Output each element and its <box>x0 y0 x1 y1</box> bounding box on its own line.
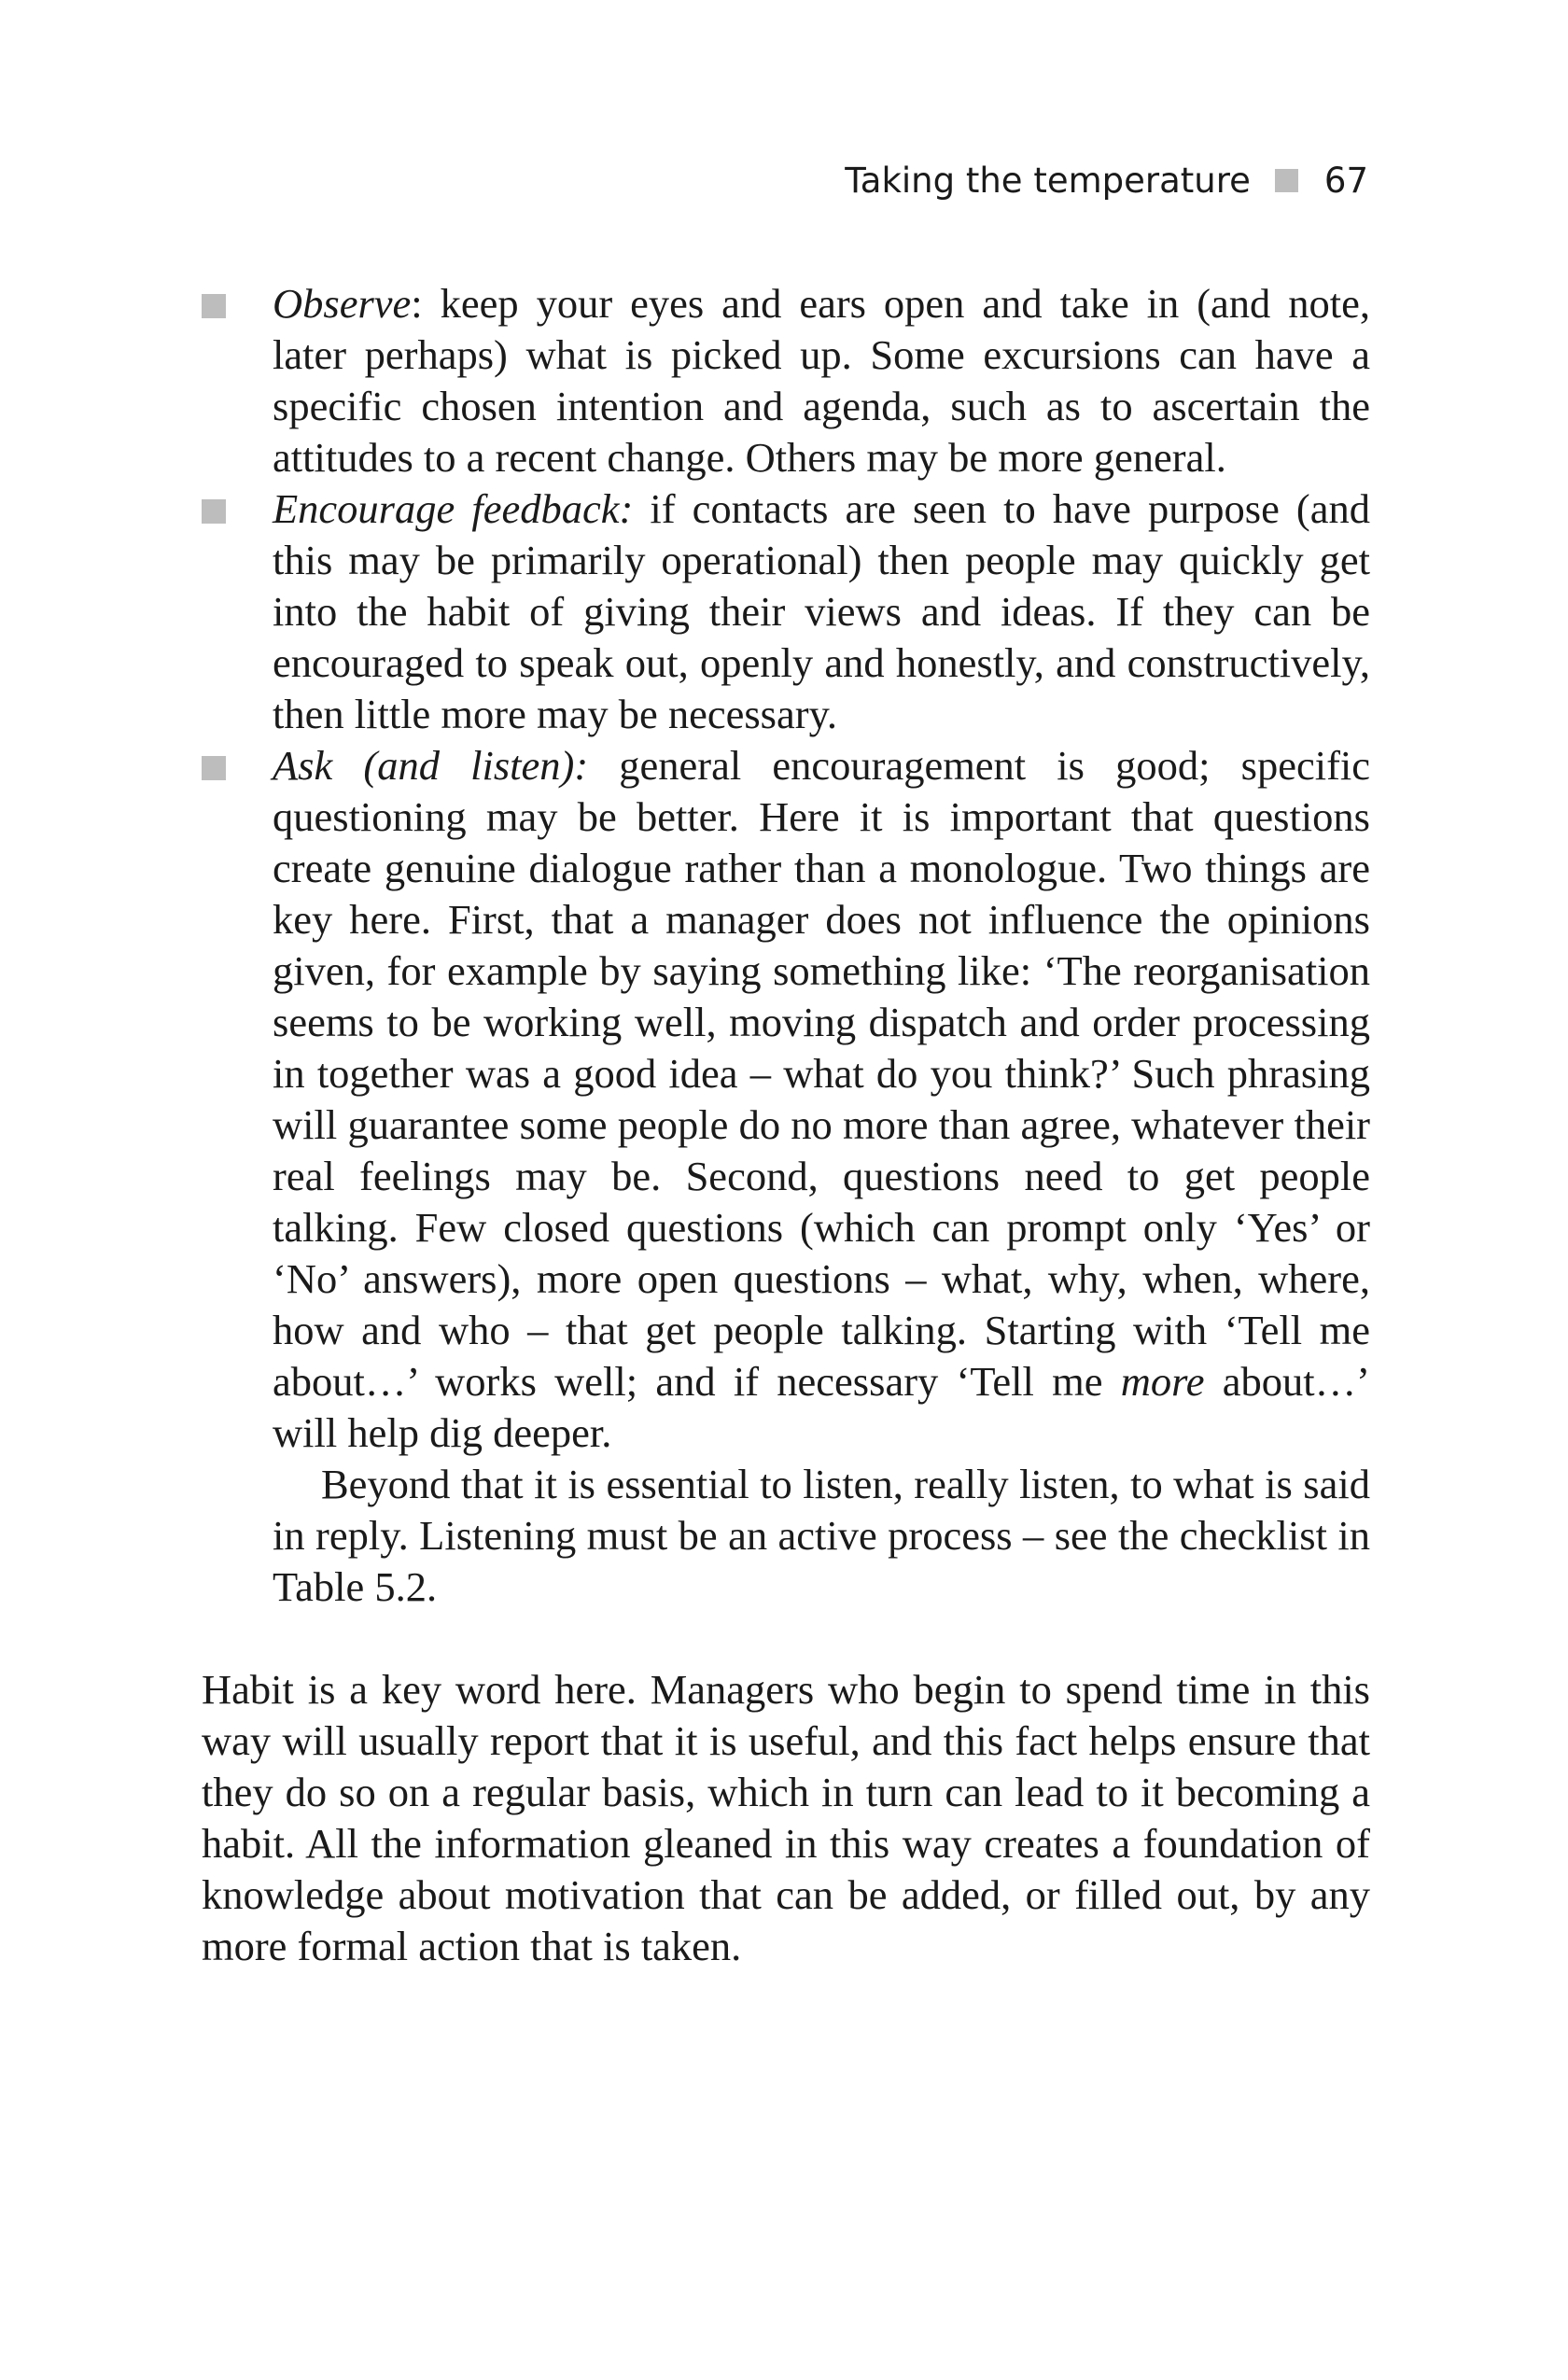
bullet-item-observe <box>202 278 1370 483</box>
bullet-text: keep your eyes and ears open and take in (and note, later perhaps) what is picked up. Some excursions can have a specific chosen intention and agenda, such as to ascertain the attitudes to a recent change. Others may be more general. <box>273 280 1370 481</box>
bullet-lead: Ask (and listen): <box>273 742 589 789</box>
bullet-lead: Encourage feedback: <box>273 485 634 532</box>
square-bullet-icon <box>202 499 226 524</box>
bullet-paragraph <box>273 483 1370 740</box>
bullet-continuation-paragraph: Beyond that it is essential to listen, really listen, to what is said in reply. Listening must be an active process – see the checklist in Table 5.2. <box>273 1461 1370 1610</box>
bullet-item-encourage-feedback <box>202 483 1370 740</box>
bullet-paragraph <box>273 740 1370 1459</box>
bullet-separator: : <box>411 280 423 327</box>
running-header <box>845 161 1368 201</box>
page-body <box>202 278 1370 1972</box>
page-number: 67 <box>1323 161 1368 201</box>
bullet-text: general encouragement is good; specific questioning may be better. Here it is important that questions create genuine dialogue rather than a monologue. Two things are key here. First, that a manager does not influence the opinions given, for example by saying something like: ‘The reorganisation seems to be working well, moving dispatch and order processing in together was a good idea – what do you think?’ Such phrasing will guarantee some people do no more than agree, whatever their real feelings may be. Second, questions need to get people talking. Few closed questions (which can prompt only ‘Yes’ or ‘No’ answers), more open questions – what, why, when, where, how and who – that get people talking. Starting with ‘Tell me about…’ works well; and if necessary ‘Tell me <box>273 742 1370 1405</box>
square-bullet-icon <box>202 294 226 318</box>
square-bullet-icon <box>202 756 226 780</box>
bullet-list <box>202 278 1370 1613</box>
bullet-emphasis: more <box>1120 1358 1205 1405</box>
bullet-paragraph <box>273 278 1370 483</box>
bullet-text-tail: about…’ will help dig deeper. <box>273 1358 1370 1456</box>
bullet-text: if contacts are seen to have purpose (and this may be primarily operational) then people may quickly get into the habit of giving their views and ideas. If they can be encouraged to speak out, openly and honestly, and constructively, then little more may be necessary. <box>273 485 1370 737</box>
bullet-item-ask-and-listen <box>202 740 1370 1613</box>
closing-paragraph: Habit is a key word here. Managers who begin to spend time in this way will usually report that it is useful, and this fact helps ensure that they do so on a regular basis, which in turn can lead to it becoming a habit. All the information gleaned in this way creates a foundation of knowledge about motivation that can be added, or filled out, by any more formal action that is taken. <box>202 1666 1370 1969</box>
running-title: Taking the temperature <box>845 161 1251 201</box>
square-bullet-icon <box>1275 169 1298 192</box>
bullet-lead: Observe <box>273 280 412 327</box>
